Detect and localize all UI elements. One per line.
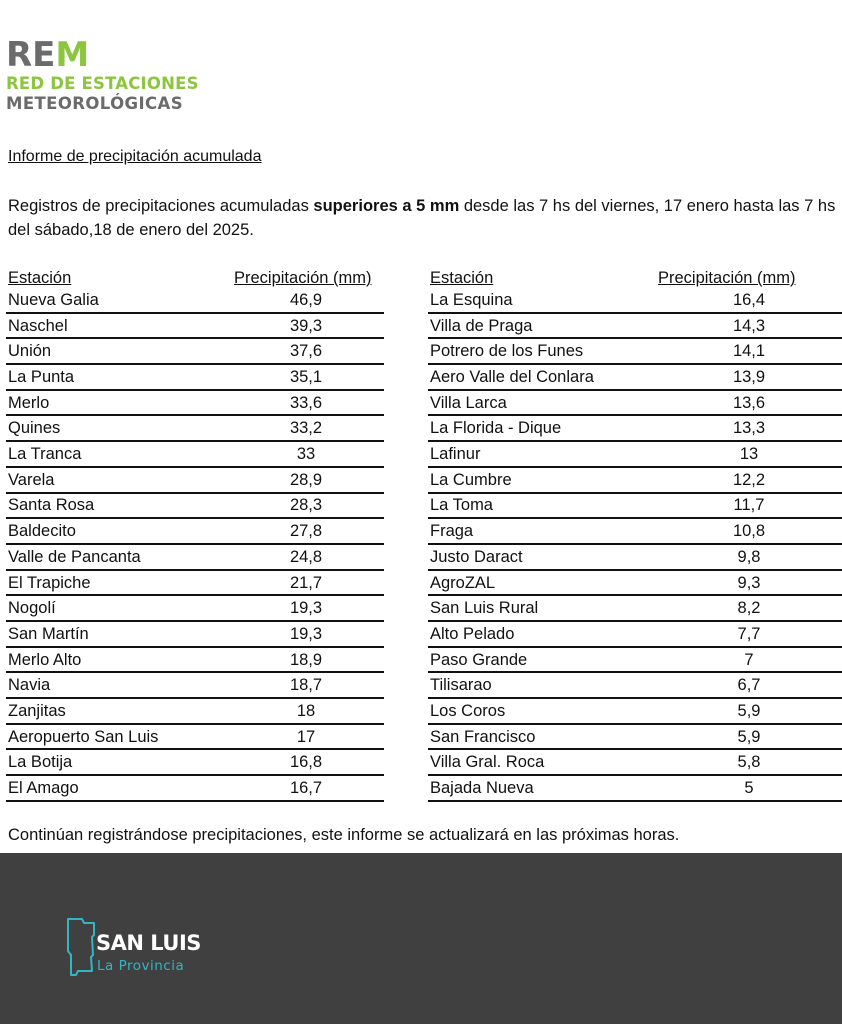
table-row [6, 572, 384, 596]
station-name: San Martín [8, 624, 89, 643]
table-header [6, 264, 384, 288]
station-name: Villa de Praga [430, 316, 533, 335]
station-name: Aeropuerto San Luis [8, 727, 159, 746]
station-name: La Cumbre [430, 470, 512, 489]
precipitation-value: 18,9 [289, 650, 323, 669]
brand-name: SAN LUIS [96, 931, 201, 955]
table-row [428, 469, 842, 493]
table-row [428, 443, 842, 467]
precipitation-value: 5,8 [737, 753, 761, 772]
precipitation-value: 33,2 [289, 419, 323, 438]
station-name: Fraga [430, 522, 474, 541]
header-precipitation: Precipitación (mm) [234, 269, 372, 287]
precipitation-value: 19,3 [289, 624, 323, 643]
station-name: Bajada Nueva [430, 779, 534, 798]
station-name: El Trapiche [8, 573, 91, 592]
table-row [428, 623, 842, 647]
precipitation-value: 11,7 [733, 496, 765, 515]
rem-logo [6, 36, 199, 114]
station-name: Santa Rosa [8, 496, 95, 515]
precipitation-value: 13 [739, 445, 759, 464]
station-name: Merlo Alto [8, 650, 82, 669]
station-name: Zanjitas [8, 701, 66, 720]
precipitation-value: 7,7 [737, 624, 761, 643]
station-name: Villa Gral. Roca [430, 753, 545, 772]
precipitation-table-right [428, 264, 842, 802]
station-name: San Luis Rural [430, 599, 539, 618]
station-name: Unión [8, 342, 52, 361]
precipitation-value: 6,7 [737, 676, 761, 695]
logo-abbr-main: RE [6, 35, 56, 75]
precipitation-value: 21,7 [289, 573, 323, 592]
table-row [428, 649, 842, 673]
precipitation-value: 19,3 [289, 599, 323, 618]
logo-line-2: METEOROLÓGICAS [6, 94, 183, 113]
precipitation-value: 18 [296, 701, 316, 720]
table-row [428, 598, 842, 622]
intro-text-bold: superiores a 5 mm [313, 197, 460, 215]
brand-subtitle: La Provincia [97, 958, 185, 974]
table-row [6, 289, 384, 313]
table-row [428, 675, 842, 699]
table-rows [6, 289, 384, 801]
table-row [6, 752, 384, 776]
table-row [428, 366, 842, 390]
precipitation-value: 16,8 [289, 753, 323, 772]
table-row [428, 520, 842, 544]
station-name: Merlo [8, 393, 50, 412]
station-name: Alto Pelado [430, 624, 515, 643]
table-row [428, 700, 842, 724]
table-row [428, 495, 842, 519]
station-name: Potrero de los Funes [430, 342, 584, 361]
precipitation-value: 10,8 [732, 522, 766, 541]
precipitation-value: 39,3 [289, 316, 323, 335]
table-row [6, 315, 384, 339]
station-name: Varela [8, 470, 55, 489]
table-row [6, 726, 384, 750]
table-row [428, 546, 842, 570]
station-name: La Botija [8, 753, 73, 772]
table-rows [428, 289, 842, 801]
table-row [6, 777, 384, 801]
table-row [428, 572, 842, 596]
station-name: La Florida - Dique [430, 419, 562, 438]
station-name: La Toma [430, 496, 493, 515]
table-row [6, 520, 384, 544]
table-row [6, 366, 384, 390]
precipitation-value: 13,3 [732, 419, 766, 438]
update-note: Continúan registrándose precipitaciones, este informe se actualizará en las próximas horas. [8, 826, 680, 844]
table-row [6, 623, 384, 647]
precipitation-value: 5,9 [737, 727, 761, 746]
header-precipitation: Precipitación (mm) [658, 269, 796, 287]
precipitation-value: 14,1 [732, 342, 766, 361]
table-row [6, 495, 384, 519]
precipitation-value: 13,6 [732, 393, 766, 412]
table-header [428, 264, 842, 288]
table-row [428, 726, 842, 750]
table-row [428, 315, 842, 339]
table-row [428, 289, 842, 313]
precipitation-value: 35,1 [289, 368, 323, 387]
station-name: Aero Valle del Conlara [430, 368, 594, 387]
table-row [6, 546, 384, 570]
station-name: Villa Larca [430, 393, 507, 412]
footer-banner [0, 853, 842, 1024]
report-title: Informe de precipitación acumulada [8, 148, 262, 165]
table-row [428, 418, 842, 442]
precipitation-value: 5 [744, 779, 754, 798]
station-name: Lafinur [430, 445, 481, 464]
station-name: La Punta [8, 368, 75, 387]
station-name: Quines [8, 419, 61, 438]
station-name: Baldecito [8, 522, 76, 541]
intro-text-end: desde las 7 hs del viernes, 17 enero hasta las 7 hs del sábado,18 de enero del 2025. [8, 197, 836, 239]
precipitation-value: 7 [744, 650, 754, 669]
table-row [428, 752, 842, 776]
logo-line-1: RED DE ESTACIONES [6, 74, 199, 93]
precipitation-value: 24,8 [289, 547, 323, 566]
san-luis-brand [64, 915, 214, 979]
precipitation-value: 27,8 [289, 522, 323, 541]
table-row [428, 341, 842, 365]
precipitation-value: 9,8 [737, 547, 761, 566]
precipitation-value: 16,7 [289, 779, 323, 798]
table-row [6, 443, 384, 467]
station-name: San Francisco [430, 727, 536, 746]
logo-abbreviation [6, 36, 199, 74]
precipitation-value: 46,9 [289, 290, 323, 309]
precipitation-value: 28,3 [289, 496, 323, 515]
station-name: Justo Daract [430, 547, 523, 566]
table-row [6, 700, 384, 724]
table-row [6, 418, 384, 442]
precipitation-table-left [6, 264, 384, 802]
station-name: La Tranca [8, 445, 82, 464]
station-name: Paso Grande [430, 650, 528, 669]
header-station: Estación [430, 269, 494, 287]
station-name: Valle de Pancanta [8, 547, 141, 566]
table-row [6, 598, 384, 622]
table-row [6, 341, 384, 365]
station-name: El Amago [8, 779, 79, 798]
table-row [6, 392, 384, 416]
intro-text-start: Registros de precipitaciones acumuladas [8, 197, 314, 215]
station-name: Navia [8, 676, 51, 695]
logo-abbr-accent: M [55, 35, 90, 75]
precipitation-value: 33 [296, 445, 316, 464]
table-row [428, 392, 842, 416]
station-name: Tilisarao [430, 676, 492, 695]
header-station: Estación [8, 269, 72, 287]
station-name: Los Coros [430, 701, 506, 720]
precipitation-value: 16,4 [732, 290, 766, 309]
precipitation-value: 5,9 [737, 701, 761, 720]
precipitation-value: 8,2 [737, 599, 761, 618]
table-row [6, 649, 384, 673]
precipitation-value: 28,9 [289, 470, 323, 489]
table-row [6, 469, 384, 493]
precipitation-value: 37,6 [289, 342, 323, 361]
precipitation-value: 33,6 [289, 393, 323, 412]
precipitation-value: 17 [296, 727, 316, 746]
precipitation-value: 18,7 [289, 676, 323, 695]
precipitation-value: 9,3 [737, 573, 761, 592]
report-intro [8, 194, 838, 242]
station-name: Naschel [8, 316, 68, 335]
station-name: AgroZAL [430, 573, 496, 592]
station-name: Nueva Galia [8, 290, 99, 309]
precipitation-value: 13,9 [732, 368, 766, 387]
table-row [428, 777, 842, 801]
table-row [6, 675, 384, 699]
station-name: La Esquina [430, 290, 513, 309]
station-name: Nogolí [8, 599, 56, 618]
province-outline-icon [64, 915, 98, 979]
precipitation-value: 14,3 [732, 316, 766, 335]
precipitation-value: 12,2 [732, 470, 766, 489]
